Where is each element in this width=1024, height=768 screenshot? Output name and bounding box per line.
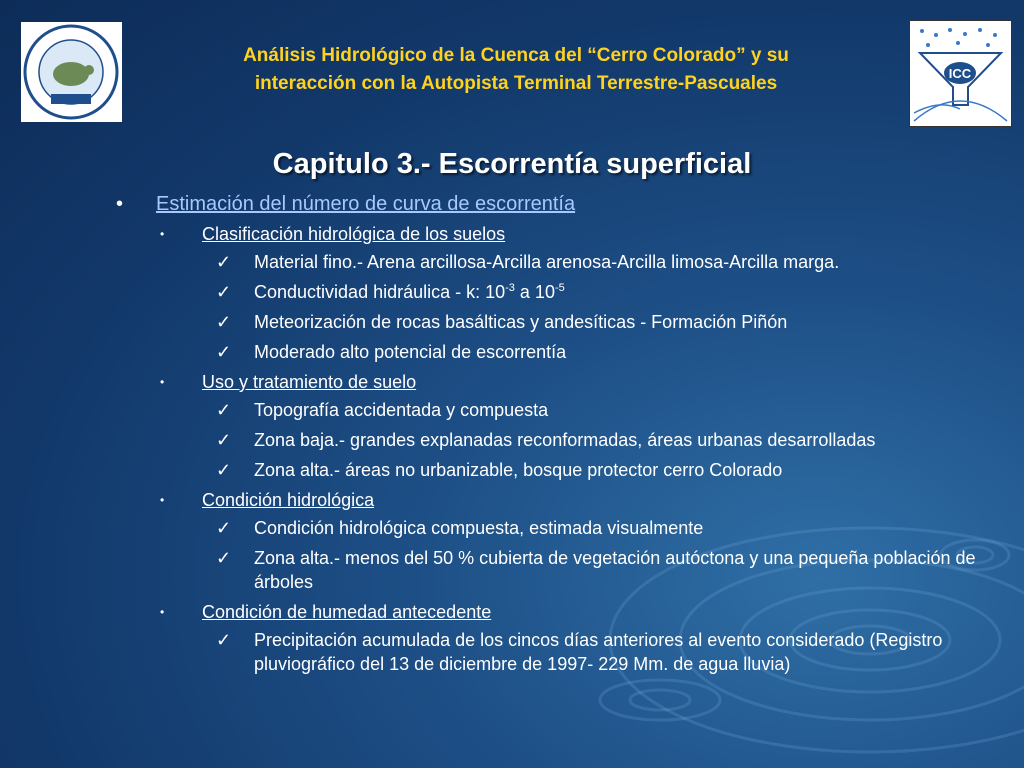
list-item-text: Topografía accidentada y compuesta (254, 400, 549, 420)
bullet-icon: • (160, 375, 165, 389)
checkmark-icon: ✓ (216, 548, 232, 568)
list-item (0, 428, 1024, 452)
bullet-icon: • (116, 193, 124, 215)
list-item (0, 546, 1024, 594)
list-item (0, 280, 1024, 304)
list-item-text: Material fino.- Arena arcillosa-Arcilla arenosa-Arcilla limosa-Arcilla marga. (254, 252, 840, 272)
list-item-text: Zona alta.- menos del 50 % cubierta de vegetación autóctona y una pequeña población de árboles (254, 548, 976, 592)
section-title: Condición de humedad antecedente (202, 602, 492, 622)
section-heading-soil-classification (0, 222, 1024, 247)
presentation-title-line2: interacción con la Autopista Terminal Terrestre-Pascuales (254, 73, 778, 94)
list-item-text: Zona baja.- grandes explanadas reconformadas, áreas urbanas desarrolladas (254, 430, 876, 450)
bullet-icon: • (160, 227, 165, 241)
espol-logo (21, 22, 122, 122)
checkmark-icon: ✓ (216, 400, 232, 420)
chapter-title: Capitulo 3.- Escorrentía superficial (272, 148, 752, 180)
exponent: -5 (554, 282, 565, 294)
checkmark-icon: ✓ (216, 312, 232, 332)
list-item-text: Condición hidrológica compuesta, estimada visualmente (254, 518, 704, 538)
checkmark-icon: ✓ (216, 430, 232, 450)
list-item (0, 250, 1024, 274)
checkmark-icon: ✓ (216, 460, 232, 480)
slide-content (0, 189, 1024, 682)
checkmark-icon: ✓ (216, 252, 232, 272)
exponent: -3 (505, 282, 515, 294)
svg-text:ICC: ICC (948, 66, 972, 81)
icc-logo (909, 20, 1012, 127)
section-heading-antecedent-moisture (0, 600, 1024, 625)
list-item-text: Precipitación acumulada de los cincos días anteriores al evento considerado (Registro pluviográfico del 13 de diciembre de 1997- 229 Mm. de agua lluvia) (254, 630, 943, 674)
list-item (0, 516, 1024, 540)
list-item (0, 458, 1024, 482)
list-item (0, 398, 1024, 422)
section-title: Clasificación hidrológica de los suelos (202, 224, 506, 244)
list-item (0, 310, 1024, 334)
list-item-text: Zona alta.- áreas no urbanizable, bosque protector cerro Colorado (254, 460, 783, 480)
checkmark-icon: ✓ (216, 342, 232, 362)
list-item-text: Moderado alto potencial de escorrentía (254, 342, 567, 362)
presentation-title (140, 42, 892, 98)
list-item (0, 340, 1024, 364)
list-item-text: Meteorización de rocas basálticas y andesíticas - Formación Piñón (254, 312, 788, 332)
bullet-icon: • (160, 605, 165, 619)
section-heading-land-use (0, 370, 1024, 395)
main-bullet (0, 189, 1024, 219)
list-item (0, 628, 1024, 676)
section-heading-hydrologic-condition (0, 488, 1024, 513)
main-bullet-link[interactable]: Estimación del número de curva de escorrentía (156, 193, 576, 215)
section-title: Condición hidrológica (202, 490, 375, 510)
section-title: Uso y tratamiento de suelo (202, 372, 417, 392)
list-item-text: Conductividad hidráulica - k: 10 (254, 282, 506, 302)
presentation-title-line1: Análisis Hidrológico de la Cuenca del “Cerro Colorado” y su (243, 45, 789, 66)
checkmark-icon: ✓ (216, 518, 232, 538)
list-item-text-continued: a 10 (514, 282, 555, 302)
bullet-icon: • (160, 493, 165, 507)
checkmark-icon: ✓ (216, 282, 232, 302)
checkmark-icon: ✓ (216, 630, 232, 650)
